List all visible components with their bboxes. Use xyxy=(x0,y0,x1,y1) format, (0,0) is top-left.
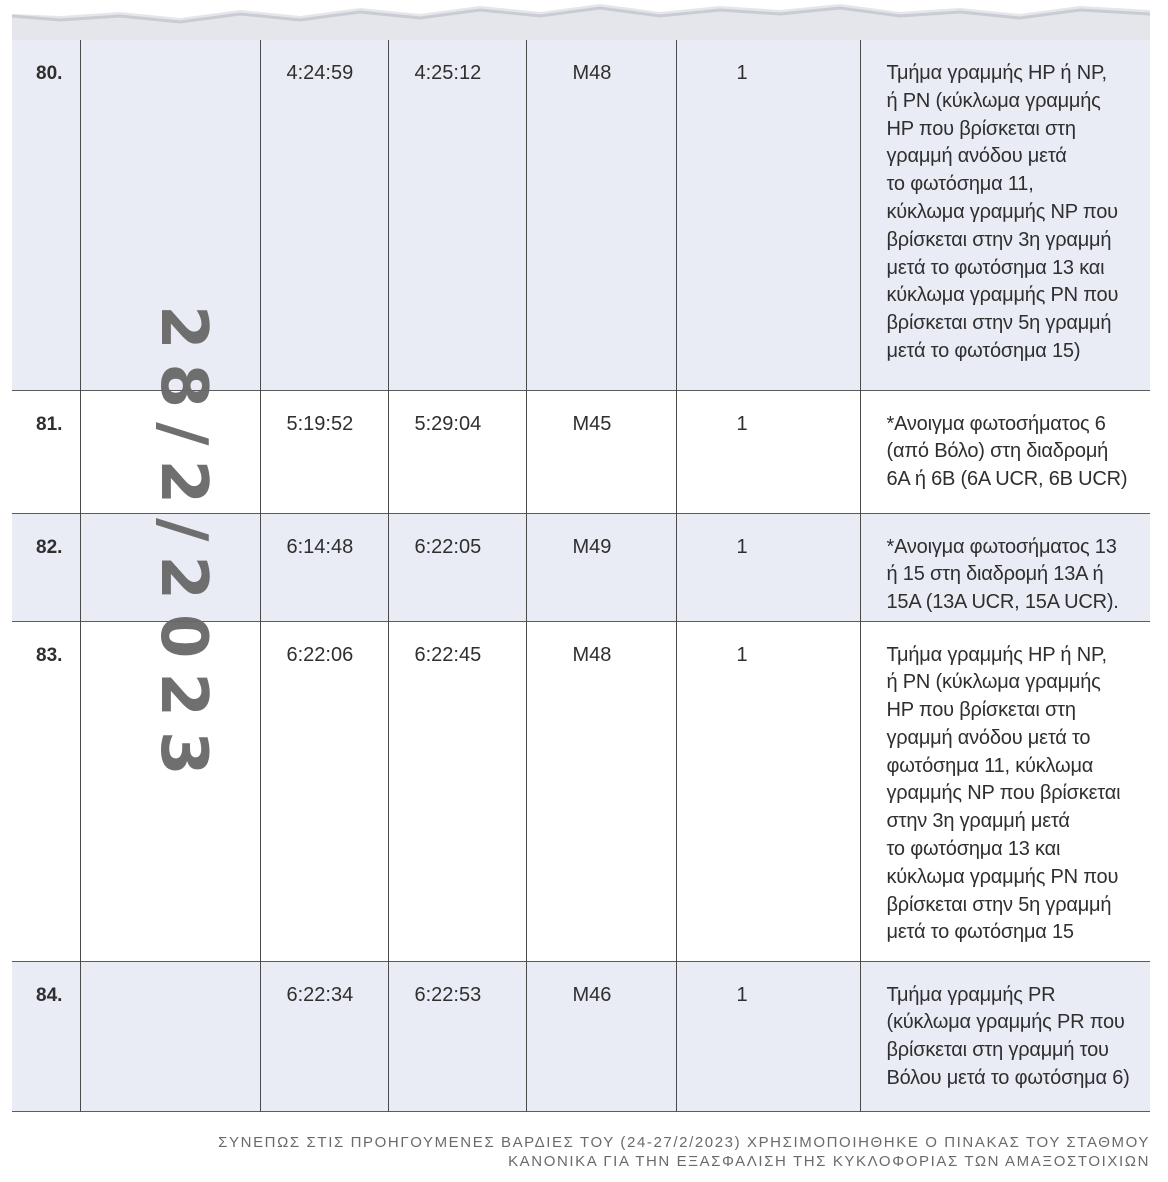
description-line: (από Βόλο) στη διαδρομή xyxy=(886,440,1109,463)
end-time-cell xyxy=(388,40,526,390)
end-time-cell xyxy=(388,513,526,621)
description-line: Τμήμα γραμμής PR xyxy=(886,983,1056,1006)
end-time-cell xyxy=(388,390,526,513)
description-line: HP που βρίσκεται στη xyxy=(886,117,1076,140)
description-line: το φωτόσημα 11, xyxy=(886,173,1034,196)
row-number: 81. xyxy=(36,413,63,435)
description-line: *Ανοιγμα φωτοσήματος 6 xyxy=(886,412,1106,435)
quantity-cell xyxy=(676,621,860,961)
start-time: 6:22:06 xyxy=(286,643,354,666)
description-line: μετά το φωτόσημα 13 και xyxy=(886,256,1105,279)
date-stamp-vertical xyxy=(110,305,230,825)
description-line: κύκλωμα γραμμής PN που xyxy=(886,284,1119,307)
start-time-cell xyxy=(260,390,388,513)
description-line: ή PN (κύκλωμα γραμμής xyxy=(886,671,1101,694)
description-line: ή PN (κύκλωμα γραμμής xyxy=(886,89,1101,112)
description-line: 15Α (13Α UCR, 15A UCR). xyxy=(886,591,1119,614)
footer-note xyxy=(218,1133,1150,1171)
signal-code: M46 xyxy=(572,983,612,1006)
end-time: 4:25:12 xyxy=(414,62,482,84)
description-line: μετά το φωτόσημα 15) xyxy=(886,339,1081,362)
row-number: 84. xyxy=(36,984,63,1006)
signal-code-cell xyxy=(526,621,676,961)
description-cell xyxy=(860,513,1150,621)
row-number-cell xyxy=(12,961,80,1111)
quantity: 1 xyxy=(736,535,748,558)
description-line: βρίσκεται στην 3η γραμμή xyxy=(886,228,1112,251)
description-line: *Ανοιγμα φωτοσήματος 13 xyxy=(886,535,1117,558)
start-time-cell xyxy=(260,621,388,961)
start-time-cell xyxy=(260,961,388,1111)
torn-paper-edge xyxy=(0,0,1168,44)
description-cell xyxy=(860,40,1150,390)
description-line: 6A ή 6B (6A UCR, 6B UCR) xyxy=(886,468,1128,491)
row-number-cell xyxy=(12,513,80,621)
description-line: Βόλου μετά το φωτόσημα 6) xyxy=(886,1066,1130,1089)
table-row xyxy=(12,961,1150,1111)
description-line: Τμήμα γραμμής HP ή NP, xyxy=(886,62,1107,84)
row-number: 83. xyxy=(36,644,63,666)
description-line: Τμήμα γραμμής HP ή NP, xyxy=(886,643,1107,666)
quantity-cell xyxy=(676,390,860,513)
description-line: HP που βρίσκεται στη xyxy=(886,699,1076,722)
quantity: 1 xyxy=(736,643,748,666)
description-line: ή 15 στη διαδρομή 13Α ή xyxy=(886,563,1104,586)
end-time: 5:29:04 xyxy=(414,412,482,435)
quantity-cell xyxy=(676,40,860,390)
description-line: μετά το φωτόσημα 15 xyxy=(886,921,1074,944)
start-time: 6:22:34 xyxy=(286,983,354,1006)
start-time: 4:24:59 xyxy=(286,62,354,84)
end-time: 6:22:53 xyxy=(414,983,482,1006)
end-time-cell xyxy=(388,621,526,961)
start-time: 5:19:52 xyxy=(286,412,354,435)
empty-cell-cell xyxy=(80,961,260,1111)
signal-code-cell xyxy=(526,961,676,1111)
description-line: γραμμή ανόδου μετά xyxy=(886,145,1067,168)
quantity: 1 xyxy=(736,983,748,1006)
description-cell xyxy=(860,621,1150,961)
description-line: φωτόσημα 11, κύκλωμα xyxy=(886,754,1094,777)
end-time-cell xyxy=(388,961,526,1111)
row-number-cell xyxy=(12,40,80,390)
description-line: βρίσκεται στη γραμμή του xyxy=(886,1039,1109,1062)
quantity: 1 xyxy=(736,62,748,84)
signal-code: M49 xyxy=(572,535,612,558)
description-line: κύκλωμα γραμμής NP που xyxy=(886,200,1118,223)
row-number-cell xyxy=(12,390,80,513)
description-line: το φωτόσημα 13 και xyxy=(886,838,1061,861)
quantity: 1 xyxy=(736,412,748,435)
description-line: βρίσκεται στην 5η γραμμή xyxy=(886,312,1112,335)
quantity-cell xyxy=(676,513,860,621)
quantity-cell xyxy=(676,961,860,1111)
start-time-cell xyxy=(260,40,388,390)
row-number: 82. xyxy=(36,536,63,558)
signal-code-cell xyxy=(526,390,676,513)
signal-code: M48 xyxy=(572,643,612,666)
start-time: 6:14:48 xyxy=(286,535,354,558)
signal-code: M48 xyxy=(572,62,612,84)
description-line: στην 3η γραμμή μετά xyxy=(886,810,1070,833)
footer-line-2: ΚΑΝΟΝΙΚΑ ΓΙΑ ΤΗΝ ΕΞΑΣΦΑΛΙΣΗ ΤΗΣ ΚΥΚΛΟΦΟΡΙΑΣ ΤΩΝ ΑΜΑΞΟΣΤΟΙΧΙΩΝ xyxy=(508,1153,1150,1170)
description-cell xyxy=(860,961,1150,1111)
end-time: 6:22:05 xyxy=(414,535,482,558)
signal-code-cell xyxy=(526,40,676,390)
description-line: γραμμής NP που βρίσκεται xyxy=(886,782,1121,805)
row-number-cell xyxy=(12,621,80,961)
signal-code-cell xyxy=(526,513,676,621)
end-time: 6:22:45 xyxy=(414,643,482,666)
description-line: (κύκλωμα γραμμής PR που xyxy=(886,1011,1125,1034)
row-number: 80. xyxy=(36,63,63,84)
start-time-cell xyxy=(260,513,388,621)
date-stamp-text: 28/2/2023 xyxy=(146,305,220,790)
description-line: βρίσκεται στην 5η γραμμή xyxy=(886,893,1112,916)
description-cell xyxy=(860,390,1150,513)
description-line: κύκλωμα γραμμής PN που xyxy=(886,865,1119,888)
signal-code: M45 xyxy=(572,412,612,435)
footer-line-1: ΣΥΝΕΠΩΣ ΣΤΙΣ ΠΡΟΗΓΟΥΜΕΝΕΣ ΒΑΡΔΙΕΣ ΤΟΥ (24-27/2/2023) ΧΡΗΣΙΜΟΠΟΙΗΘΗΚΕ Ο ΠΙΝΑΚΑΣ ΤΟΥ ΣΤΑΘΜΟΥ xyxy=(218,1134,1150,1151)
description-line: γραμμή ανόδου μετά το xyxy=(886,726,1091,749)
